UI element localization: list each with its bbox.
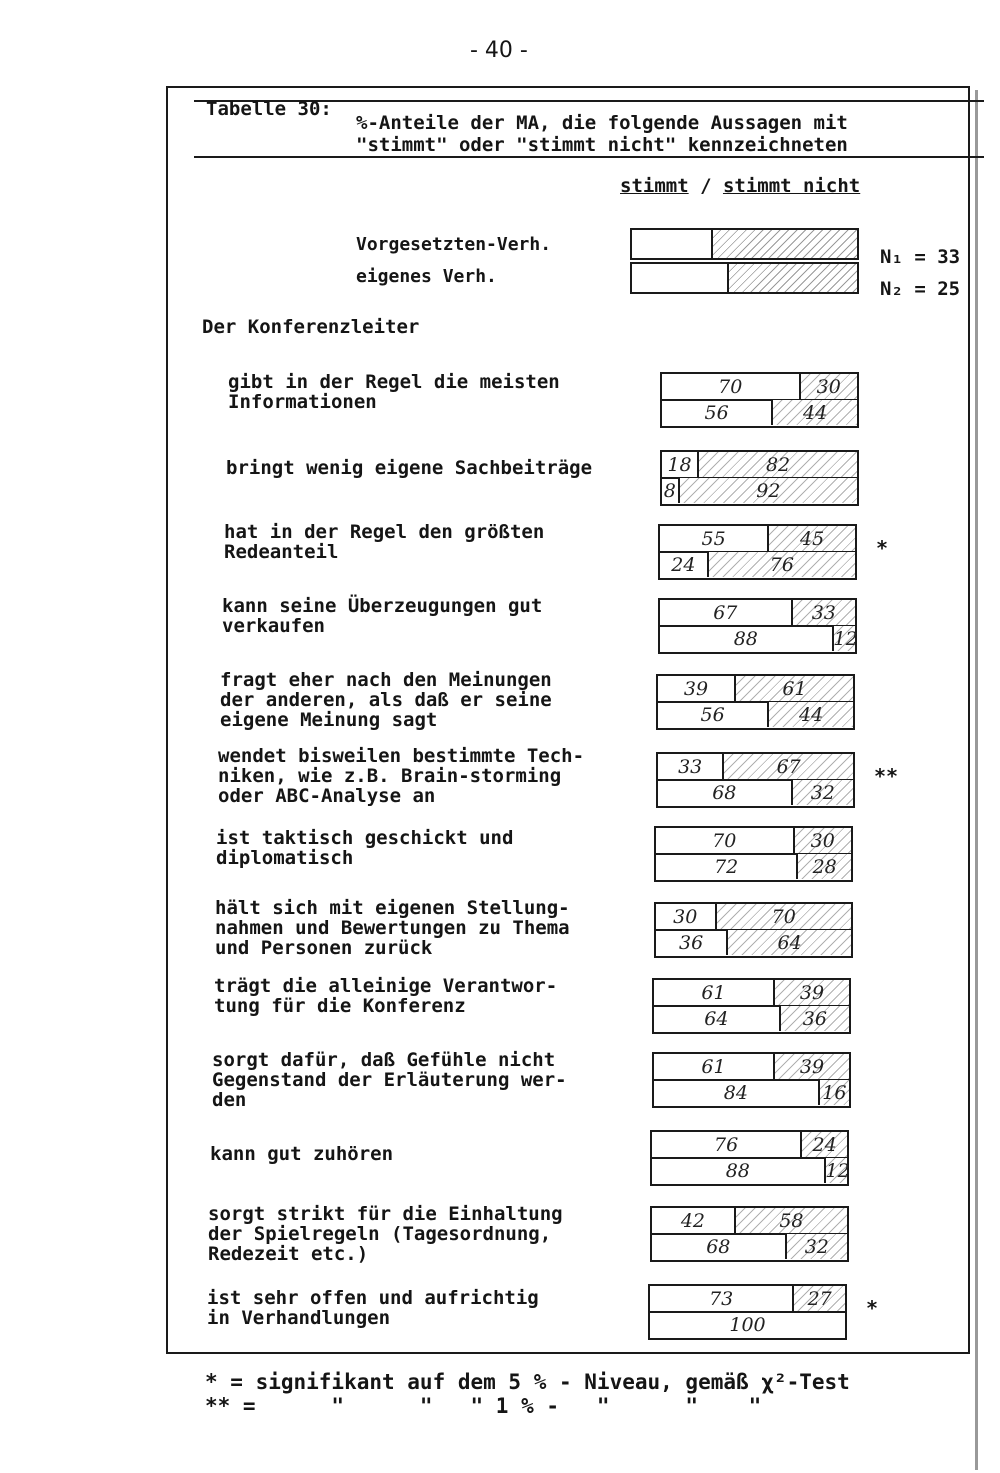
stimmt-segment — [658, 676, 734, 701]
statement-text: gibt in der Regel die meisten Informationen — [228, 371, 560, 413]
table-title: %-Anteile der MA, die folgende Aussagen mit "stimmt" oder "stimmt nicht" kennzeichneten — [356, 112, 848, 156]
own-row — [652, 1158, 850, 1183]
stimmt-nicht-segment — [771, 400, 857, 425]
stimmt-nicht-segment — [818, 1080, 849, 1105]
stimmt-segment — [656, 854, 796, 879]
stimmt-nicht-value: 16 — [822, 1082, 847, 1104]
stimmt-nicht-segment — [824, 1158, 850, 1183]
own-row — [658, 780, 853, 805]
stimmt-nicht-segment — [793, 828, 852, 853]
stimmt-nicht-segment — [726, 930, 851, 955]
stimmt-value: 88 — [725, 1160, 750, 1182]
supervisor-row — [652, 1208, 847, 1235]
supervisor-row — [660, 600, 855, 627]
statement-text: bringt wenig eigene Sachbeiträge — [226, 457, 593, 479]
supervisor-row — [662, 374, 857, 401]
supervisor-row — [656, 904, 851, 931]
statement-text: hält sich mit eigenen Stellung- nahmen und Bewertungen zu Thema und Personen zurück — [215, 897, 570, 959]
percent-box — [654, 826, 853, 882]
supervisor-row — [654, 1054, 849, 1081]
percent-box — [650, 1130, 849, 1186]
percent-box — [650, 1206, 849, 1262]
stimmt-value: 70 — [712, 830, 737, 852]
stimmt-segment — [660, 526, 767, 551]
stimmt-nicht-segment — [773, 1054, 849, 1079]
stimmt-nicht-segment — [678, 478, 857, 503]
stimmt-segment — [656, 904, 715, 929]
stimmt-segment — [654, 980, 773, 1005]
percent-box — [648, 1284, 847, 1340]
stimmt-nicht-segment — [767, 526, 855, 551]
stimmt-nicht-segment — [697, 452, 857, 477]
header-stimmt-nicht: stimmt nicht — [722, 175, 861, 197]
significance-mark: * — [876, 536, 889, 560]
section-title: Der Konferenzleiter — [202, 316, 420, 338]
stimmt-value: 39 — [683, 678, 709, 700]
stimmt-nicht-value: 27 — [807, 1288, 832, 1310]
legend-hatch-supervisor — [711, 230, 857, 258]
stimmt-nicht-segment — [715, 904, 852, 929]
stimmt-nicht-value: 92 — [756, 480, 781, 502]
stimmt-value: 8 — [663, 480, 676, 502]
stimmt-segment — [662, 478, 678, 503]
stimmt-value: 18 — [667, 454, 692, 476]
stimmt-value: 76 — [714, 1134, 739, 1156]
statement-text: wendet bisweilen bestimmte Tech- niken, wie z.B. Brain-storming oder ABC-Analyse an — [218, 745, 585, 807]
stimmt-segment — [656, 930, 726, 955]
statement-text: kann seine Überzeugungen gut verkaufen — [222, 595, 543, 637]
stimmt-value: 70 — [718, 376, 743, 398]
stimmt-value: 100 — [729, 1314, 766, 1336]
stimmt-nicht-value: 58 — [779, 1210, 804, 1232]
own-row — [654, 1006, 849, 1031]
legend-bar-supervisor — [630, 228, 859, 260]
page-number: - 40 - — [470, 38, 528, 63]
stimmt-nicht-value: 76 — [769, 554, 794, 576]
stimmt-segment — [650, 1286, 792, 1311]
stimmt-nicht-segment — [791, 780, 853, 805]
stimmt-nicht-segment — [791, 600, 855, 625]
legend-hatch-own — [727, 264, 858, 292]
stimmt-nicht-value: 82 — [765, 454, 791, 476]
stimmt-nicht-segment — [800, 1132, 847, 1157]
header-stimmt: stimmt — [620, 175, 689, 197]
stimmt-nicht-value: 32 — [810, 782, 835, 804]
supervisor-row — [656, 828, 851, 855]
stimmt-value: 67 — [713, 602, 738, 624]
stimmt-segment — [654, 1054, 773, 1079]
percent-box — [652, 1052, 851, 1108]
statement-text: ist sehr offen und aufrichtig in Verhandlungen — [207, 1287, 539, 1329]
n2-value: N₂ = 25 — [880, 278, 961, 300]
supervisor-row — [654, 980, 849, 1007]
stimmt-segment — [654, 1080, 818, 1105]
statement-text: fragt eher nach den Meinungen der anderen, als daß er seine eigene Meinung sagt — [220, 669, 552, 731]
stimmt-nicht-segment — [773, 980, 849, 1005]
significance-mark: * — [866, 1296, 879, 1320]
stimmt-nicht-value: 30 — [816, 376, 841, 398]
stimmt-nicht-value: 36 — [802, 1008, 827, 1030]
statement-text: sorgt dafür, daß Gefühle nicht Gegenstand der Erläuterung wer- den — [212, 1049, 567, 1111]
own-row — [652, 1234, 847, 1259]
stimmt-nicht-value: 39 — [799, 1056, 825, 1078]
supervisor-row — [662, 452, 857, 479]
own-row — [662, 400, 857, 425]
stimmt-segment — [658, 780, 791, 805]
stimmt-segment — [662, 374, 799, 399]
stimmt-nicht-segment — [779, 1006, 849, 1031]
stimmt-nicht-segment — [767, 702, 853, 727]
stimmt-nicht-value: 33 — [811, 602, 836, 624]
n1-value: N₁ = 33 — [880, 246, 961, 268]
header-slash: / — [688, 175, 723, 197]
supervisor-row — [652, 1132, 847, 1159]
stimmt-segment — [660, 626, 832, 651]
supervisor-row — [658, 676, 853, 703]
statement-text: ist taktisch geschickt und diplomatisch — [216, 827, 514, 869]
percent-box — [660, 450, 859, 506]
stimmt-value: 36 — [679, 932, 704, 954]
stimmt-segment — [652, 1234, 785, 1259]
own-row — [660, 626, 858, 651]
stimmt-nicht-value: 67 — [776, 756, 801, 778]
stimmt-nicht-segment — [722, 754, 853, 779]
footnote-2: ** = " " " 1 % - " " " — [205, 1394, 762, 1418]
stimmt-segment — [660, 552, 707, 577]
own-row — [662, 478, 857, 503]
own-row — [658, 702, 853, 727]
stimmt-segment — [660, 600, 791, 625]
own-row — [650, 1312, 845, 1337]
stimmt-segment — [662, 400, 771, 425]
stimmt-nicht-value: 30 — [810, 830, 835, 852]
percent-box — [658, 598, 857, 654]
stimmt-segment — [652, 1158, 824, 1183]
stimmt-segment — [658, 754, 722, 779]
stimmt-nicht-value: 12 — [833, 628, 858, 650]
own-row — [660, 552, 855, 577]
percent-box — [656, 752, 855, 808]
stimmt-nicht-segment — [734, 1208, 847, 1233]
stimmt-value: 56 — [704, 402, 729, 424]
stimmt-value: 68 — [712, 782, 737, 804]
stimmt-segment — [650, 1312, 845, 1337]
legend-label-own: eigenes Verh. — [356, 266, 497, 287]
stimmt-nicht-segment — [796, 854, 851, 879]
stimmt-segment — [654, 1006, 779, 1031]
stimmt-nicht-value: 28 — [812, 856, 837, 878]
stimmt-nicht-value: 24 — [812, 1134, 837, 1156]
statement-text: trägt die alleinige Verantwor- tung für die Konferenz — [214, 975, 558, 1017]
column-header — [620, 175, 860, 197]
percent-box — [654, 902, 853, 958]
page-edge-line — [975, 90, 978, 1470]
stimmt-nicht-value: 39 — [799, 982, 825, 1004]
statement-text: kann gut zuhören — [210, 1143, 394, 1165]
stimmt-value: 64 — [704, 1008, 729, 1030]
percent-box — [656, 674, 855, 730]
stimmt-nicht-value: 32 — [804, 1236, 829, 1258]
stimmt-value: 42 — [680, 1210, 706, 1232]
stimmt-value: 84 — [723, 1082, 748, 1104]
legend-bar-own — [630, 262, 859, 294]
supervisor-row — [650, 1286, 845, 1313]
stimmt-value: 73 — [709, 1288, 734, 1310]
supervisor-row — [658, 754, 853, 781]
stimmt-segment — [652, 1132, 800, 1157]
table-label: Tabelle 30: — [206, 98, 332, 120]
significance-mark: ** — [874, 764, 899, 788]
stimmt-nicht-value: 44 — [803, 402, 828, 424]
own-row — [656, 854, 851, 879]
stimmt-value: 56 — [700, 704, 725, 726]
percent-box — [658, 524, 857, 580]
stimmt-value: 33 — [678, 756, 703, 778]
stimmt-segment — [656, 828, 793, 853]
stimmt-nicht-value: 70 — [771, 906, 796, 928]
stimmt-segment — [652, 1208, 734, 1233]
stimmt-nicht-value: 45 — [800, 528, 825, 550]
stimmt-value: 61 — [701, 982, 726, 1004]
stimmt-nicht-value: 44 — [799, 704, 824, 726]
own-row — [656, 930, 851, 955]
stimmt-nicht-segment — [792, 1286, 845, 1311]
footnote-1: * = signifikant auf dem 5 % - Niveau, gemäß χ²-Test — [205, 1370, 850, 1394]
stimmt-nicht-value: 64 — [777, 932, 802, 954]
stimmt-value: 24 — [671, 554, 696, 576]
own-row — [654, 1080, 849, 1105]
stimmt-nicht-segment — [707, 552, 855, 577]
stimmt-segment — [658, 702, 767, 727]
stimmt-nicht-value: 12 — [825, 1160, 850, 1182]
stimmt-nicht-segment — [799, 374, 858, 399]
statement-text: sorgt strikt für die Einhaltung der Spielregeln (Tagesordnung, Redezeit etc.) — [208, 1203, 563, 1265]
statement-text: hat in der Regel den größten Redeanteil — [224, 521, 545, 563]
supervisor-row — [660, 526, 855, 553]
stimmt-value: 72 — [714, 856, 739, 878]
percent-box — [660, 372, 859, 428]
stimmt-nicht-value: 61 — [782, 678, 807, 700]
stimmt-value: 61 — [701, 1056, 726, 1078]
stimmt-value: 55 — [701, 528, 726, 550]
stimmt-nicht-segment — [832, 626, 858, 651]
legend-label-supervisor: Vorgesetzten-Verh. — [356, 234, 552, 255]
stimmt-value: 88 — [733, 628, 758, 650]
stimmt-segment — [662, 452, 697, 477]
stimmt-nicht-segment — [734, 676, 853, 701]
stimmt-nicht-segment — [785, 1234, 847, 1259]
stimmt-value: 68 — [706, 1236, 731, 1258]
percent-box — [652, 978, 851, 1034]
stimmt-value: 30 — [673, 906, 698, 928]
